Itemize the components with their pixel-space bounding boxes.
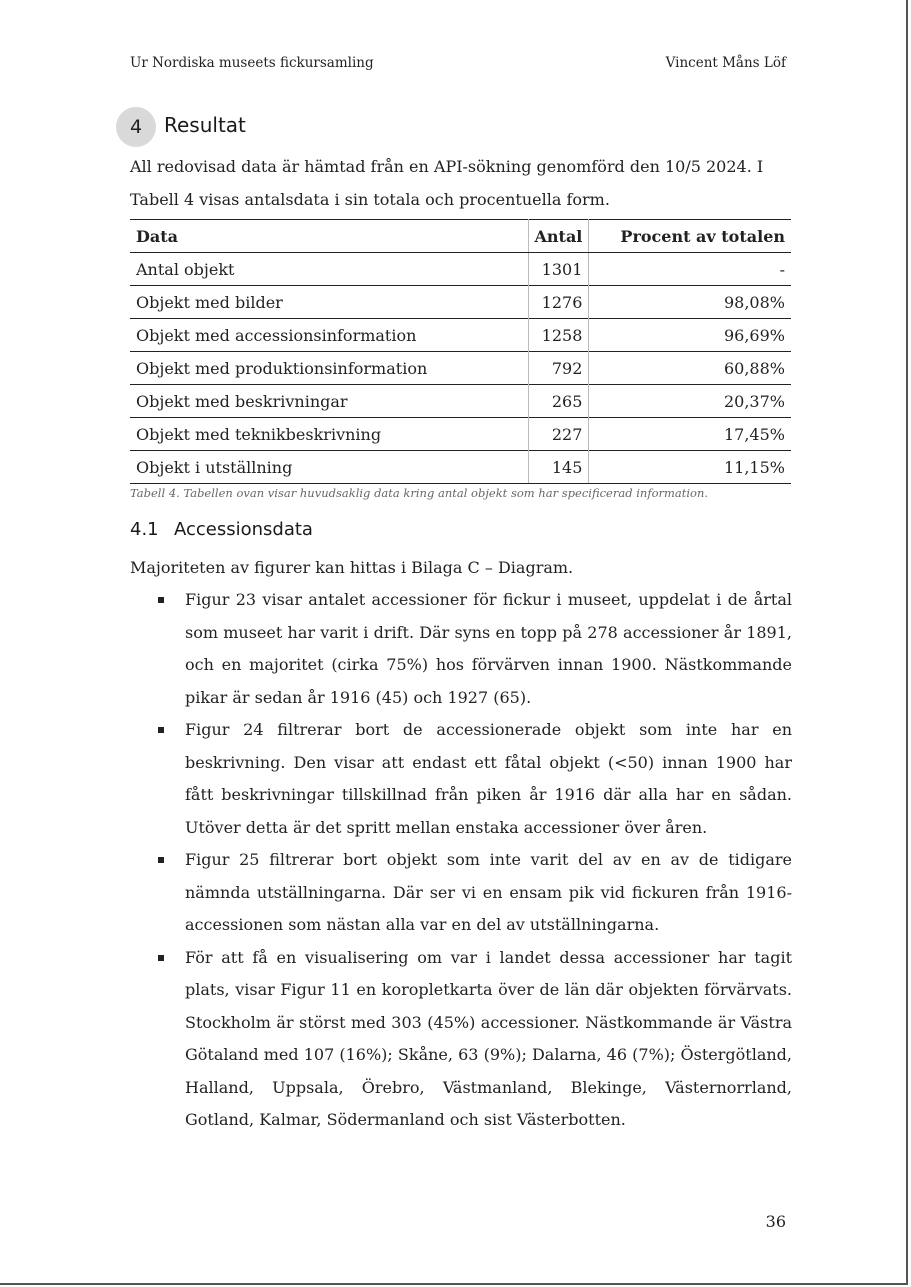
section-title: Resultat	[164, 113, 246, 137]
list-item-text: Figur 24 filtrerar bort de accessionerade objekt som inte har en beskrivning. Den visar att endast ett fåtal objekt (<50) innan 1900 har fått beskrivningar tillskillnad från piken år 1916 där alla har en sådan. Utöver detta är det spritt mellan enstaka accessioner över åren.	[185, 720, 792, 837]
header-author: Vincent Måns Löf	[665, 55, 786, 71]
column-header: Data	[130, 220, 528, 253]
table-row	[130, 319, 791, 352]
table-caption: Tabell 4. Tabellen ovan visar huvudsaklig data kring antal objekt som har specificerad information.	[130, 486, 709, 500]
results-table	[130, 219, 791, 484]
table-cell: Objekt med bilder	[130, 286, 528, 319]
bullet-icon	[158, 857, 164, 863]
table-cell: Objekt med accessionsinformation	[130, 319, 528, 352]
table-cell: 265	[528, 385, 589, 418]
table-cell: 227	[528, 418, 589, 451]
table-cell: 20,37%	[589, 385, 791, 418]
table-cell: 1301	[528, 253, 589, 286]
list-item	[130, 584, 792, 714]
list-item	[130, 714, 792, 844]
table-cell: Objekt med beskrivningar	[130, 385, 528, 418]
subsection-lead: Majoriteten av figurer kan hittas i Bilaga C – Diagram.	[130, 558, 574, 577]
header-title: Ur Nordiska museets fickursamling	[130, 55, 374, 71]
table-cell: 1258	[528, 319, 589, 352]
table-row	[130, 385, 791, 418]
bullet-icon	[158, 597, 164, 603]
list-item-text: För att få en visualisering om var i landet dessa accessioner har tagit plats, visar Figur 11 en koropletkarta över de län där objekten förvärvats. Stockholm är störst med 303 (45%) accessioner. Nästkommande är Västra Götaland med 107 (16%); Skåne, 63 (9%); Dalarna, 46 (7%); Östergötland, Halland, Uppsala, Örebro, Västmanland, Blekinge, Västernorrland, Gotland, Kalmar, Södermanland och sist Västerbotten.	[185, 947, 792, 1129]
table-cell: 96,69%	[589, 319, 791, 352]
subsection-title: Accessionsdata	[174, 519, 313, 540]
bullet-icon	[158, 727, 164, 733]
table-cell: Objekt med teknikbeskrivning	[130, 418, 528, 451]
bullet-icon	[158, 955, 164, 961]
table-row	[130, 418, 791, 451]
column-header: Procent av totalen	[589, 220, 791, 253]
column-header: Antal	[528, 220, 589, 253]
table-cell: 17,45%	[589, 418, 791, 451]
table-cell: Antal objekt	[130, 253, 528, 286]
list-item-text: Figur 23 visar antalet accessioner för fickur i museet, uppdelat i de årtal som museet har varit i drift. Där syns en topp på 278 accessioner år 1891, och en majoritet (cirka 75%) hos förvärven innan 1900. Nästkommande pikar är sedan år 1916 (45) och 1927 (65).	[185, 590, 792, 707]
table-cell: -	[589, 253, 791, 286]
list-item	[130, 942, 792, 1137]
table-cell: 98,08%	[589, 286, 791, 319]
page-number: 36	[765, 1212, 786, 1231]
section-number-badge: 4	[116, 107, 156, 147]
table-cell: Objekt med produktionsinformation	[130, 352, 528, 385]
section-intro: All redovisad data är hämtad från en API-sökning genomförd den 10/5 2024. I Tabell 4 visas antalsdata i sin totala och procentuella form.	[130, 157, 764, 209]
table-row	[130, 253, 791, 286]
table-cell: 60,88%	[589, 352, 791, 385]
table-cell: 11,15%	[589, 451, 791, 484]
table-cell: 1276	[528, 286, 589, 319]
table-row	[130, 286, 791, 319]
list-item	[130, 844, 792, 942]
table-cell: 145	[528, 451, 589, 484]
table-row	[130, 352, 791, 385]
subsection-number: 4.1	[130, 519, 159, 540]
bullet-list	[130, 584, 792, 1137]
table-cell: Objekt i utställning	[130, 451, 528, 484]
subsection-heading	[130, 519, 313, 540]
table-cell: 792	[528, 352, 589, 385]
list-item-text: Figur 25 filtrerar bort objekt som inte varit del av en av de tidigare nämnda utställningarna. Där ser vi en ensam pik vid fickuren från 1916-accessionen som nästan alla var en del av utställningarna.	[185, 850, 792, 934]
section-heading	[116, 107, 246, 147]
table-row	[130, 451, 791, 484]
table-header-row	[130, 220, 791, 253]
